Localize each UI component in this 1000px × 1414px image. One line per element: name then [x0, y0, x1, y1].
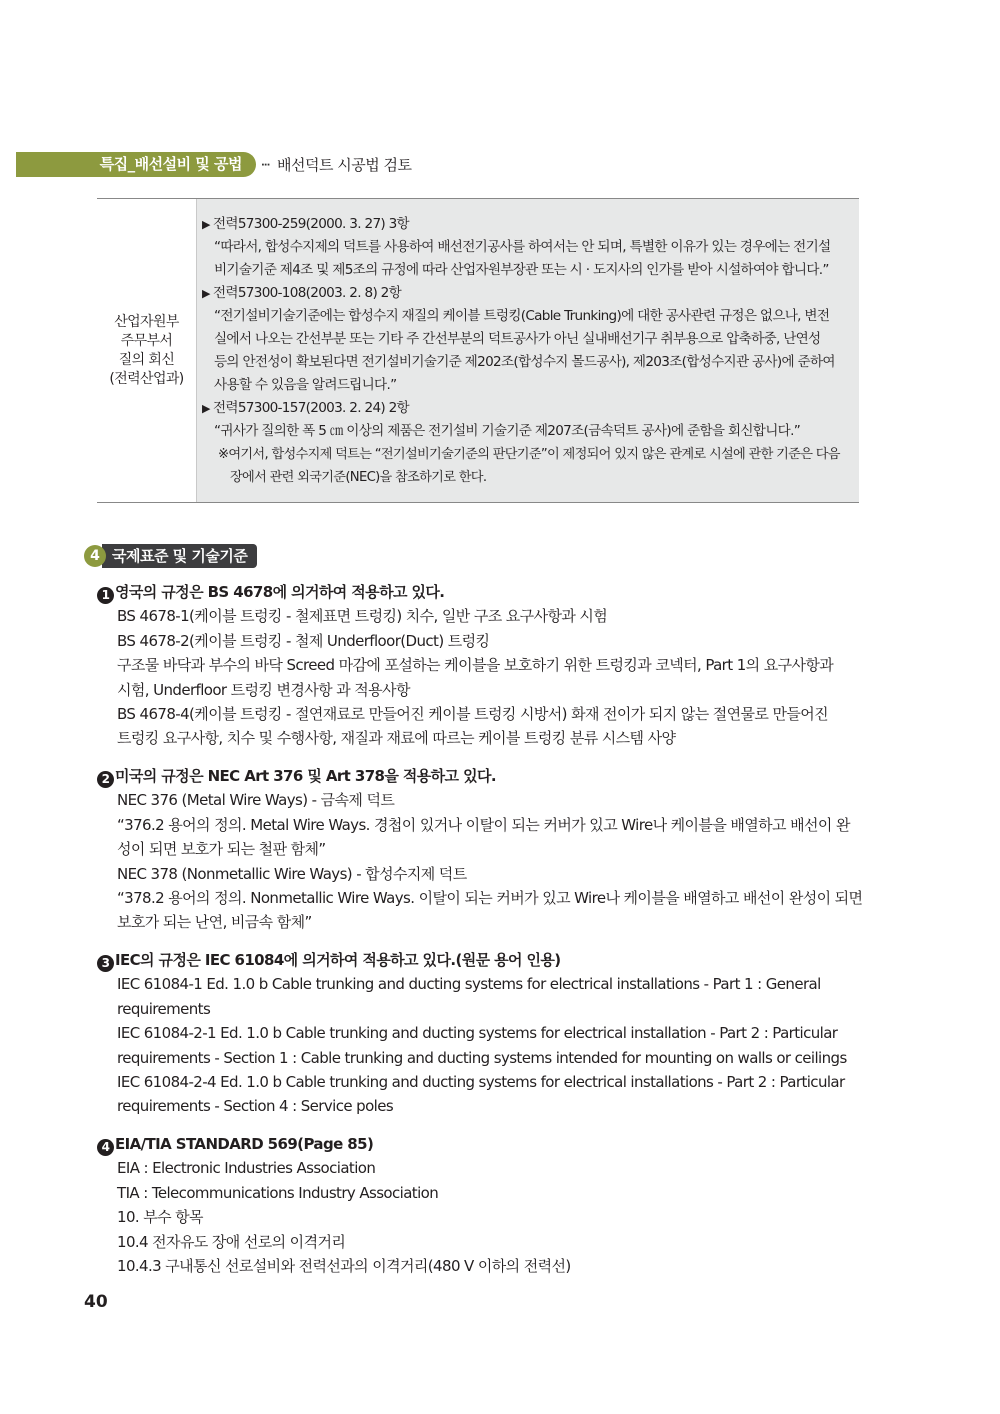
- item-line: 트렁킹 요구사항, 치수 및 수행사항, 재질과 재료에 따르는 케이블 트렁킹 분류 시스템 사양: [117, 729, 676, 748]
- item-4: [97, 1132, 859, 1278]
- item-line: 시험, Underfloor 트렁킹 변경사항 과 적용사항: [117, 680, 410, 699]
- item-heading: [97, 948, 859, 972]
- page-number: 40: [84, 1292, 108, 1312]
- reply-ref: [202, 282, 847, 305]
- item-line: requirements: [117, 999, 211, 1018]
- reply-ref: [202, 213, 847, 236]
- item-line: “376.2 용어의 정의. Metal Wire Ways. 경첩이 있거나 이탈이 되는 커버가 있고 Wire나 케이블을 배열하고 배선이 완: [117, 815, 850, 834]
- table-content-cell: [197, 199, 859, 502]
- reply-line: “귀사가 질의한 폭 5 ㎝ 이상의 제품은 전기설비 기술기준 제207조(금속덕트 공사)에 준함을 회신합니다.”: [214, 423, 801, 439]
- item-heading-text: EIA/TIA STANDARD 569(Page 85): [115, 1135, 374, 1153]
- item-heading-text: 영국의 규정은 BS 4678에 의거하여 적용하고 있다.: [115, 583, 445, 601]
- reply-ref-text: 전력57300-259(2000. 3. 27) 3항: [213, 216, 409, 232]
- reply-ref-text: 전력57300-108(2003. 2. 8) 2항: [213, 285, 402, 301]
- header-dots: ···: [261, 160, 270, 171]
- item-line: EIA : Electronic Industries Association: [117, 1159, 376, 1178]
- item-line: IEC 61084-1 Ed. 1.0 b Cable trunking and ducting systems for electrical installations - Part 1 : General: [117, 975, 821, 994]
- item-line: 구조물 바닥과 부수의 바닥 Screed 마감에 포설하는 케이블을 보호하기 위한 트렁킹과 코넥터, Part 1의 요구사항과: [117, 656, 834, 675]
- item-line: 10. 부수 항목: [117, 1208, 203, 1227]
- section-heading: [84, 544, 257, 568]
- item-line: BS 4678-4(케이블 트렁킹 - 절연재료로 만들어진 케이블 트렁킹 시방서) 화재 전이가 되지 않는 절연물로 만들어진: [117, 704, 829, 723]
- item-line: BS 4678-1(케이블 트렁킹 - 철제표면 트렁킹) 치수, 일반 구조 요구사항과 시험: [117, 607, 608, 626]
- item-2: [97, 764, 863, 935]
- reply-ref-text: 전력57300-157(2003. 2. 24) 2항: [213, 400, 409, 416]
- item-line: 10.4.3 구내통신 선로설비와 전력선과의 이격거리(480 V 이하의 전력선): [117, 1256, 571, 1275]
- item-heading: [97, 580, 859, 604]
- item-1: [97, 580, 859, 751]
- item-heading: [97, 1132, 859, 1156]
- item-line: 10.4 전자유도 장애 선로의 이격거리: [117, 1232, 346, 1251]
- item-line: “378.2 용어의 정의. Nonmetallic Wire Ways. 이탈이 되는 커버가 있고 Wire나 케이블을 배열하고 배선이 완성이 되면: [117, 888, 863, 907]
- triangle-icon: ▶: [202, 218, 210, 231]
- table-org-cell: [97, 199, 197, 502]
- item-line: TIA : Telecommunications Industry Association: [117, 1183, 439, 1202]
- reply-line: “따라서, 합성수지제의 덕트를 사용하여 배선전기공사를 하여서는 안 되며, 특별한 이유가 있는 경우에는 전기설: [214, 239, 831, 255]
- item-heading: [97, 764, 859, 788]
- header-subtitle: 배선덕트 시공법 검토: [277, 156, 412, 174]
- org-line: 주무부서: [120, 332, 173, 349]
- triangle-icon: ▶: [202, 402, 210, 415]
- number-bullet-icon: 4: [97, 1139, 114, 1156]
- item-line: requirements - Section 1 : Cable trunking and ducting systems intended for mounting on walls or ceilings: [117, 1048, 847, 1067]
- reply-line: 사용할 수 있음을 알려드립니다.”: [214, 377, 397, 393]
- item-line: 성이 되면 보호가 되는 철판 함체”: [117, 840, 326, 859]
- reply-line: “전기설비기술기준에는 합성수지 재질의 케이블 트렁킹(Cable Trunking)에 대한 공사관련 규정은 없으나, 변전: [214, 308, 830, 324]
- org-label: [109, 313, 183, 389]
- item-line: 보호가 되는 난연, 비금속 함체”: [117, 913, 312, 932]
- number-bullet-icon: 1: [97, 587, 114, 604]
- reply-note: 장에서 관련 외국기준(NEC)을 참조하기로 한다.: [230, 470, 487, 485]
- triangle-icon: ▶: [202, 287, 210, 300]
- item-line: IEC 61084-2-4 Ed. 1.0 b Cable trunking and ducting systems for electrical installations - Part 2 : Particular: [117, 1072, 845, 1091]
- number-bullet-icon: 3: [97, 955, 114, 972]
- item-line: NEC 378 (Nonmetallic Wire Ways) - 합성수지제 덕트: [117, 864, 467, 883]
- section-number-badge: 4: [84, 545, 106, 567]
- item-3: [97, 948, 859, 1119]
- org-line: 질의 회신: [118, 351, 175, 368]
- reply-table: [97, 198, 859, 503]
- section-tab: 특집_배선설비 및 공법: [16, 152, 256, 177]
- number-bullet-icon: 2: [97, 771, 114, 788]
- reply-note: ※여기서, 합성수지제 덕트는 “전기설비기술기준의 판단기준”이 제정되어 있지 않은 관계로 시설에 관한 기준은 다음: [218, 447, 840, 462]
- item-line: NEC 376 (Metal Wire Ways) - 금속제 덕트: [117, 791, 395, 810]
- reply-line: 비기술기준 제4조 및 제5조의 규정에 따라 산업자원부장관 또는 시 · 도지사의 인가를 받아 시설하여야 합니다.”: [214, 262, 829, 278]
- reply-line: 등의 안전성이 확보된다면 전기설비기술기준 제202조(합성수지 몰드공사), 제203조(합성수지관 공사)에 준하여: [214, 354, 835, 370]
- org-line: 산업자원부: [114, 313, 179, 330]
- item-line: requirements - Section 4 : Service poles: [117, 1097, 394, 1116]
- item-line: IEC 61084-2-1 Ed. 1.0 b Cable trunking and ducting systems for electrical installation - Part 2 : Particular: [117, 1024, 838, 1043]
- item-heading-text: IEC의 규정은 IEC 61084에 의거하여 적용하고 있다.(원문 용어 인용): [115, 951, 561, 969]
- reply-line: 실에서 나오는 간선부분 또는 기타 주 간선부분의 덕트공사가 아닌 실내배선기구 취부용으로 압축하중, 난연성: [214, 331, 821, 347]
- item-line: BS 4678-2(케이블 트렁킹 - 철제 Underfloor(Duct) 트렁킹: [117, 631, 490, 650]
- org-line: (전력산업과): [109, 370, 184, 387]
- section-title: 국제표준 및 기술기준: [102, 544, 257, 568]
- reply-ref: [202, 397, 847, 420]
- item-heading-text: 미국의 규정은 NEC Art 376 및 Art 378을 적용하고 있다.: [115, 767, 496, 785]
